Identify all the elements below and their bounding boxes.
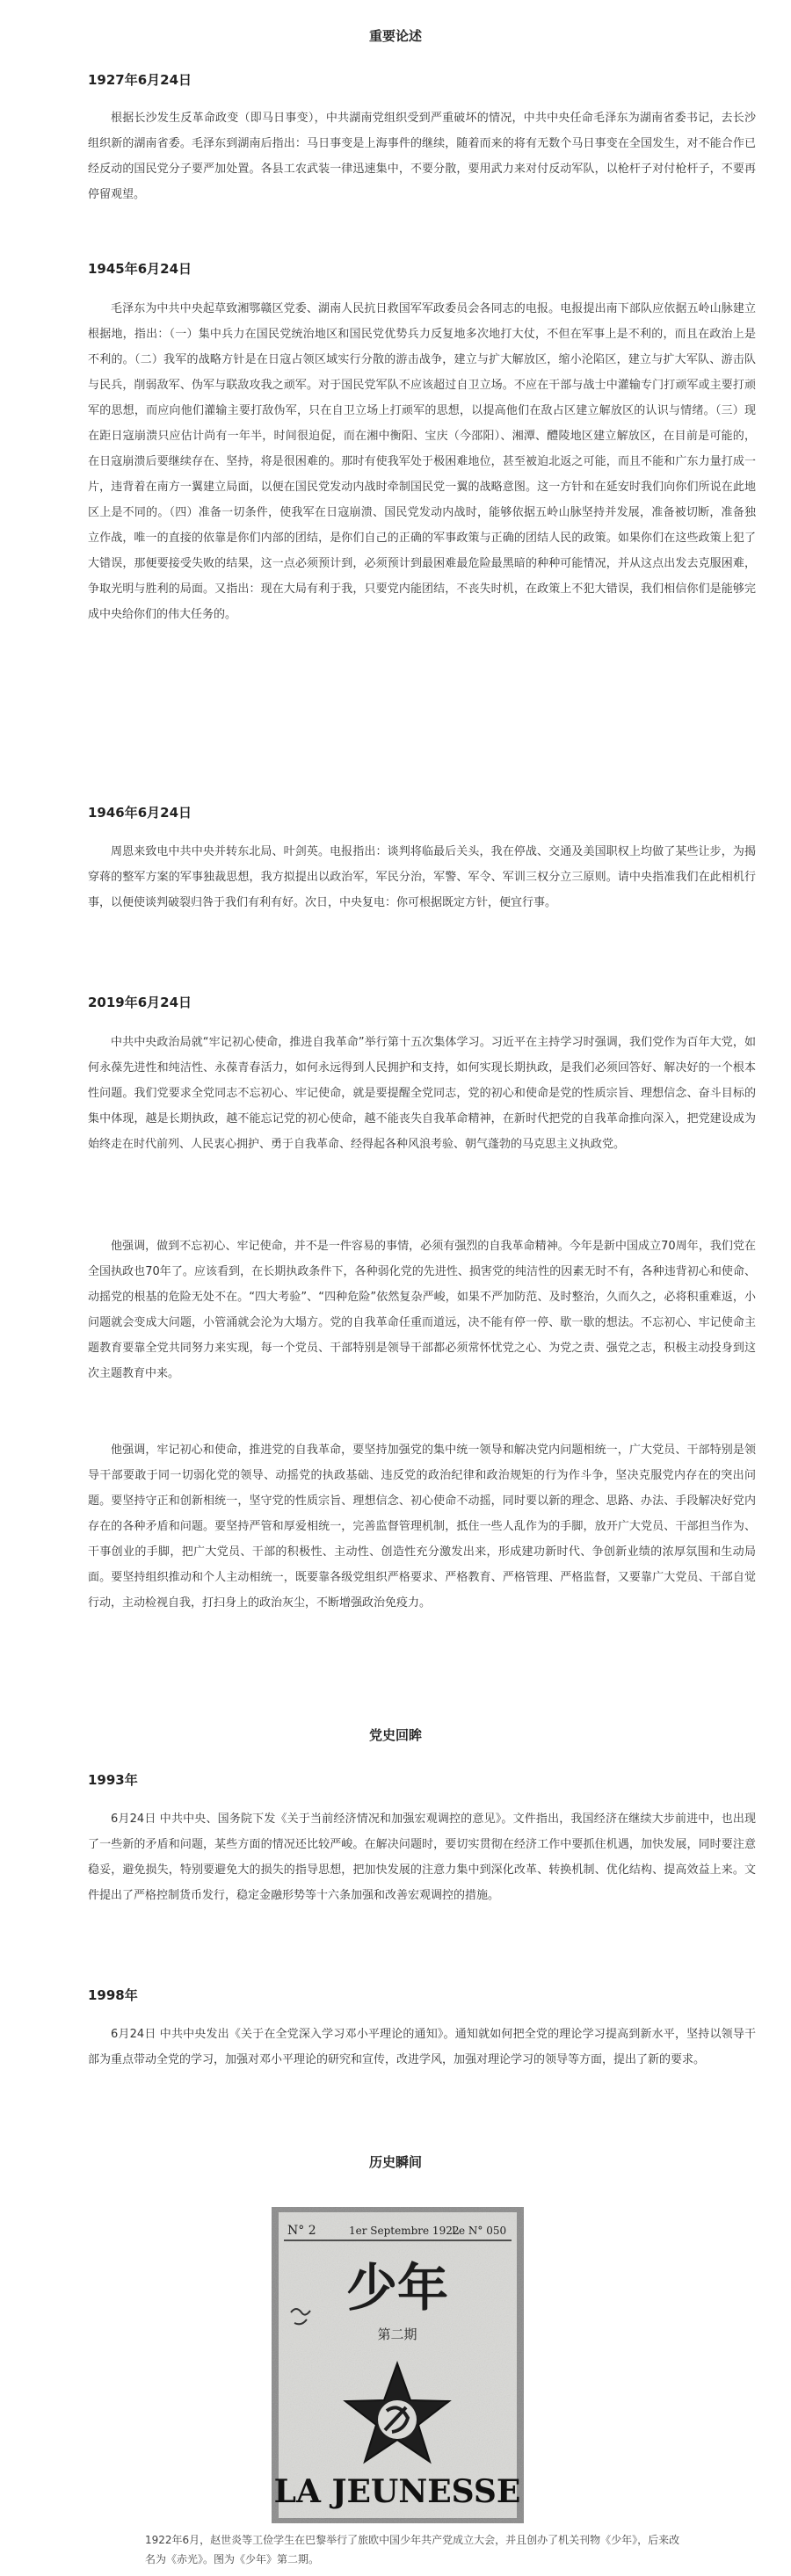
entry-1945 bbox=[0, 259, 192, 279]
entry-date: 2019年6月24日 bbox=[88, 995, 192, 1010]
historical-photo bbox=[272, 2207, 524, 2523]
section-title-important: 重要论述 bbox=[368, 28, 422, 44]
history-year: 1993年 bbox=[88, 1772, 138, 1788]
entry-1927 bbox=[0, 70, 192, 90]
photo-issue-cn: 第二期 bbox=[377, 2326, 417, 2342]
section-title-history-moment: 历史瞬间 bbox=[368, 2154, 422, 2170]
entry-paragraph: 周恩来致电中共中央并转东北局、叶剑英。电报指出：谈判将临最后关头，我在停战、交通及美国职权上均做了某些让步，为揭穿蒋的整军方案的军事独裁思想，我方拟提出以政治军，军民分治，军警、军令、军训三权分立三原则。请中央指准我们在此相机行事，以便使谈判破裂归咎于我们有利有好。次日，中央复电：你可根据既定方针，便宜行事。 bbox=[88, 845, 756, 909]
section-title-history-review: 党史回眸 bbox=[368, 1727, 422, 1743]
photo-title-cn: 少年 bbox=[345, 2258, 449, 2318]
history-paragraph: 6月24日 中共中央发出《关于在全党深入学习邓小平理论的通知》。通知就如何把全党的理论学习提高到新水平，坚持以领导干部为重点带动全党的学习，加强对邓小平理论的研究和宣传，改进学风，加强对理论学习的领导等方面，提出了新的要求。 bbox=[88, 2028, 756, 2066]
entry-paragraph: 他强调，牢记初心和使命，推进党的自我革命，要坚持加强党的集中统一领导和解决党内问题相统一，广大党员、干部特别是领导干部要敢于同一切弱化党的领导、动摇党的执政基础、违反党的政治纪律和政治规矩的行为作斗争，坚决克服党内存在的突出问题。要坚持守正和创新相统一，坚守党的性质宗旨、理想信念、初心使命不动摇，同时要以新的理念、思路、办法、手段解决好党内存在的各种矛盾和问题。要坚持严管和厚爱相统一，完善监督管理机制，抵住一些人乱作为的手脚，放开广大党员、干部担当作为、干事创业的手脚，把广大党员、干部的积极性、主动性、创造性充分激发出来，形成建功新时代、争创新业绩的浓厚氛围和生动局面。要坚持组织推动和个人主动相统一，既要靠各级党组织严格要求、严格教育、严格管理、严格监督，又要靠广大党员、干部自觉行动，主动检视自我，打扫身上的政治灰尘，不断增强政治免疫力。 bbox=[88, 1444, 756, 1610]
photo-price: Le N° 050 bbox=[452, 2225, 507, 2237]
entry-date: 1945年6月24日 bbox=[88, 261, 192, 277]
entry-1946 bbox=[0, 803, 192, 822]
entry-paragraph: 毛泽东为中共中央起草致湘鄂赣区党委、湖南人民抗日救国军军政委员会各同志的电报。电报提出南下部队应依据五岭山脉建立根据地，指出：（一）集中兵力在国民党统治地区和国民党优势兵力反复地多次地打大仗，不但在军事上是不利的，而且在政治上是不利的。（二）我军的战略方针是在日寇占领区域实行分散的游击战争，建立与扩大解放区，缩小沦陷区，建立与扩大军队、游击队与民兵，削弱敌军、伪军与联敌攻我之顽军。对于国民党军队不应该超过自卫立场。不应在干部与战士中灌输专门打顽军或主要打顽军的思想，而应向他们灌输主要打敌伪军，只在自卫立场上打顽军的思想，以提高他们在敌占区建立解放区的认识与情绪。（三）现在距日寇崩溃只应估计尚有一年半，时间很迫促，而在湘中衡阳、宝庆（今邵阳）、湘潭、醴陵地区建立解放区，在目前是可能的，在日寇崩溃后要继续存在、坚持，将是很困难的。那时有使我军处于极困难地位，甚至被迫北返之可能，而且不能和广东力量打成一片，违背着在南方一翼建立局面，以便在国民党发动内战时牵制国民党一翼的战略意图。这一方针和在延安时我们向你们所说在此地区上是不同的。（四）准备一切条件，使我军在日寇崩溃、国民党发动内战时，能够依据五岭山脉坚持并发展，准备被切断，准备独立作战，唯一的直接的依靠是你们内部的团结，是你们自己的正确的军事政策与正确的团结人民的政策。如果你们在这些政策上犯了大错误，那便要接受失败的结果，这一点必须预计到，必须预计到最困难最危险最黑暗的种种可能情况，并从这点出发去克服困难，争取光明与胜利的局面。又指出：现在大局有利于我，只要党内能团结，不丧失时机，在政策上不犯大错误，我们相信你们是能够完成中央给你们的伟大任务的。 bbox=[88, 302, 756, 621]
entry-paragraph: 中共中央政治局就“牢记初心使命，推进自我革命”举行第十五次集体学习。习近平在主持学习时强调，我们党作为百年大党，如何永葆先进性和纯洁性、永葆青春活力，如何永远得到人民拥护和支持，如何实现长期执政，是我们必须回答好、解决好的一个根本性问题。我们党要求全党同志不忘初心、牢记使命，就是要提醒全党同志，党的初心和使命是党的性质宗旨、理想信念、奋斗目标的集中体现，越是长期执政，越不能忘记党的初心使命，越不能丧失自我革命精神，在新时代把党的自我革命推向深入，把党建设成为始终走在时代前列、人民衷心拥护、勇于自我革命、经得起各种风浪考验、朝气蓬勃的马克思主义执政党。 bbox=[88, 1036, 756, 1151]
history-1993 bbox=[0, 1770, 138, 1790]
history-paragraph: 6月24日 中共中央、国务院下发《关于当前经济情况和加强宏观调控的意见》。文件指出，我国经济在继续大步前进中，也出现了一些新的矛盾和问题，某些方面的情况还比较严峻。在解决问题时，要切实贯彻在经济工作中要抓住机遇，加快发展，同时要注意稳妥，避免损失，特别要避免大的损失的指导思想，把加快发展的注意力集中到深化改革、转换机制、优化结构、提高效益上来。文件提出了严格控制货币发行，稳定金融形势等十六条加强和改善宏观调控的措施。 bbox=[88, 1813, 756, 1902]
entry-date: 1927年6月24日 bbox=[88, 72, 192, 88]
photo-date: 1er Septembre 1922 bbox=[349, 2225, 460, 2237]
entry-2019 bbox=[0, 993, 192, 1012]
history-year: 1998年 bbox=[88, 1987, 138, 2003]
entry-paragraph: 根据长沙发生反革命政变（即马日事变），中共湖南党组织受到严重破坏的情况，中共中央任命毛泽东为湖南省委书记，去长沙组织新的湖南省委。毛泽东到湖南后指出：马日事变是上海事件的继续，随着而来的将有无数个马日事变在全国发生，对不能合作已经反动的国民党分子要严加处置。各县工农武装一律迅速集中，不要分散，要用武力来对付反动军队，以枪杆子对付枪杆子，不要再停留观望。 bbox=[88, 112, 756, 201]
entry-paragraph: 他强调，做到不忘初心、牢记使命，并不是一件容易的事情，必须有强烈的自我革命精神。今年是新中国成立70周年，我们党在全国执政也70年了。应该看到，在长期执政条件下，各种弱化党的先进性、损害党的纯洁性的因素无时不有，各种违背初心和使命、动摇党的根基的危险无处不在。“四大考验”、“四种危险”依然复杂严峻，如果不严加防范、及时整治，久而久之，必将积重难返，小问题就会变成大问题，小管涌就会沦为大塌方。党的自我革命任重而道远，决不能有停一停、歇一歇的想法。不忘初心、牢记使命主题教育要靠全党共同努力来实现，每一个党员、干部特别是领导干部都必须常怀忧党之心、为党之责、强党之志，积极主动投身到这次主题教育中来。 bbox=[88, 1240, 756, 1380]
entry-date: 1946年6月24日 bbox=[88, 805, 192, 821]
history-1998 bbox=[0, 1986, 138, 2005]
photo-caption: 1922年6月，赵世炎等工俭学生在巴黎举行了旅欧中国少年共产党成立大会，并且创办了机关刊物《少年》，后来改名为《赤光》。图为《少年》第二期。 bbox=[145, 2534, 680, 2565]
photo-title-fr: LA JEUNESSE bbox=[273, 2473, 521, 2510]
photo-issue-number: N° 2 bbox=[287, 2224, 316, 2238]
